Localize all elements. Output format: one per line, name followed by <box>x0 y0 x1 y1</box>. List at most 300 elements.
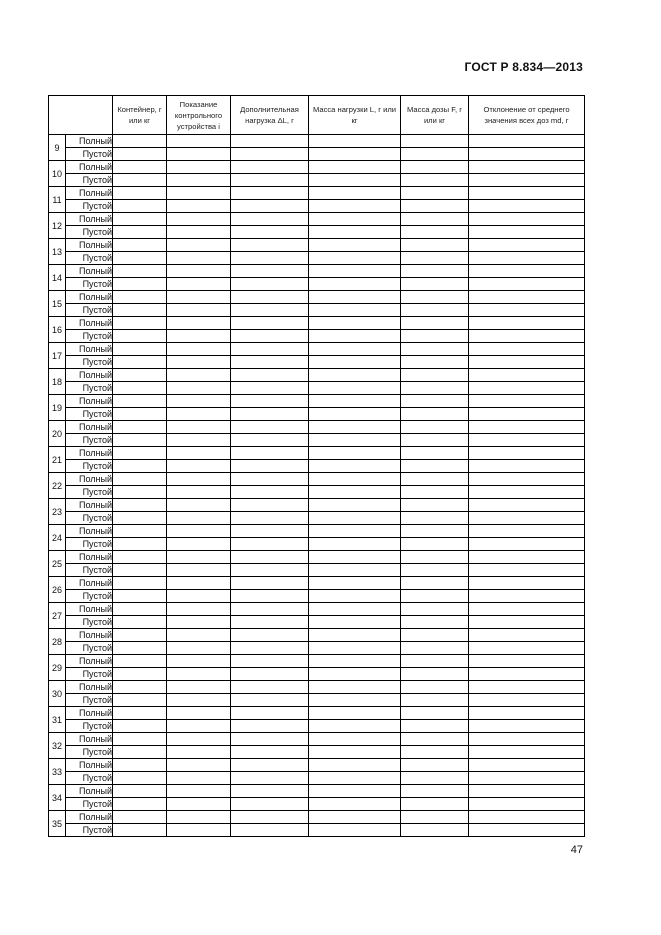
data-cell[interactable] <box>309 252 401 265</box>
data-cell[interactable] <box>167 668 231 681</box>
data-cell[interactable] <box>231 707 309 720</box>
data-cell[interactable] <box>167 603 231 616</box>
data-cell[interactable] <box>309 655 401 668</box>
data-cell[interactable] <box>469 291 585 304</box>
data-cell[interactable] <box>167 590 231 603</box>
data-cell[interactable] <box>309 447 401 460</box>
data-cell[interactable] <box>231 226 309 239</box>
data-cell[interactable] <box>113 629 167 642</box>
data-cell[interactable] <box>309 343 401 356</box>
data-cell[interactable] <box>167 486 231 499</box>
data-cell[interactable] <box>309 200 401 213</box>
data-cell[interactable] <box>167 681 231 694</box>
data-cell[interactable] <box>231 447 309 460</box>
data-cell[interactable] <box>113 317 167 330</box>
data-cell[interactable] <box>401 200 469 213</box>
data-cell[interactable] <box>231 798 309 811</box>
data-cell[interactable] <box>113 759 167 772</box>
data-cell[interactable] <box>309 668 401 681</box>
data-cell[interactable] <box>231 590 309 603</box>
data-cell[interactable] <box>401 486 469 499</box>
data-cell[interactable] <box>231 668 309 681</box>
data-cell[interactable] <box>469 759 585 772</box>
data-cell[interactable] <box>113 512 167 525</box>
data-cell[interactable] <box>469 564 585 577</box>
data-cell[interactable] <box>167 239 231 252</box>
data-cell[interactable] <box>113 148 167 161</box>
data-cell[interactable] <box>309 395 401 408</box>
data-cell[interactable] <box>231 395 309 408</box>
data-cell[interactable] <box>309 226 401 239</box>
data-cell[interactable] <box>401 642 469 655</box>
data-cell[interactable] <box>113 343 167 356</box>
data-cell[interactable] <box>309 811 401 824</box>
data-cell[interactable] <box>469 629 585 642</box>
data-cell[interactable] <box>309 564 401 577</box>
data-cell[interactable] <box>231 655 309 668</box>
data-cell[interactable] <box>401 603 469 616</box>
data-cell[interactable] <box>113 369 167 382</box>
data-cell[interactable] <box>469 408 585 421</box>
data-cell[interactable] <box>309 538 401 551</box>
data-cell[interactable] <box>401 187 469 200</box>
data-cell[interactable] <box>167 187 231 200</box>
data-cell[interactable] <box>113 395 167 408</box>
data-cell[interactable] <box>309 330 401 343</box>
data-cell[interactable] <box>113 746 167 759</box>
data-cell[interactable] <box>113 798 167 811</box>
data-cell[interactable] <box>231 473 309 486</box>
data-cell[interactable] <box>231 642 309 655</box>
data-cell[interactable] <box>167 538 231 551</box>
data-cell[interactable] <box>309 772 401 785</box>
data-cell[interactable] <box>231 187 309 200</box>
data-cell[interactable] <box>309 460 401 473</box>
data-cell[interactable] <box>401 174 469 187</box>
data-cell[interactable] <box>231 239 309 252</box>
data-cell[interactable] <box>469 434 585 447</box>
data-cell[interactable] <box>231 460 309 473</box>
data-cell[interactable] <box>309 798 401 811</box>
data-cell[interactable] <box>231 720 309 733</box>
data-cell[interactable] <box>113 603 167 616</box>
data-cell[interactable] <box>167 395 231 408</box>
data-cell[interactable] <box>113 642 167 655</box>
data-cell[interactable] <box>113 564 167 577</box>
data-cell[interactable] <box>231 694 309 707</box>
data-cell[interactable] <box>309 473 401 486</box>
data-cell[interactable] <box>167 343 231 356</box>
data-cell[interactable] <box>469 135 585 148</box>
data-cell[interactable] <box>231 577 309 590</box>
data-cell[interactable] <box>231 824 309 837</box>
data-cell[interactable] <box>309 434 401 447</box>
data-cell[interactable] <box>309 421 401 434</box>
data-cell[interactable] <box>113 434 167 447</box>
data-cell[interactable] <box>113 200 167 213</box>
data-cell[interactable] <box>113 694 167 707</box>
data-cell[interactable] <box>113 551 167 564</box>
data-cell[interactable] <box>469 330 585 343</box>
data-cell[interactable] <box>231 343 309 356</box>
data-cell[interactable] <box>167 291 231 304</box>
data-cell[interactable] <box>113 655 167 668</box>
data-cell[interactable] <box>401 291 469 304</box>
data-cell[interactable] <box>469 785 585 798</box>
data-cell[interactable] <box>401 226 469 239</box>
data-cell[interactable] <box>113 135 167 148</box>
data-cell[interactable] <box>469 486 585 499</box>
data-cell[interactable] <box>231 499 309 512</box>
data-cell[interactable] <box>113 187 167 200</box>
data-cell[interactable] <box>469 772 585 785</box>
data-cell[interactable] <box>401 720 469 733</box>
data-cell[interactable] <box>231 486 309 499</box>
data-cell[interactable] <box>401 369 469 382</box>
data-cell[interactable] <box>113 616 167 629</box>
data-cell[interactable] <box>401 148 469 161</box>
data-cell[interactable] <box>167 551 231 564</box>
data-cell[interactable] <box>231 629 309 642</box>
data-cell[interactable] <box>401 811 469 824</box>
data-cell[interactable] <box>167 174 231 187</box>
data-cell[interactable] <box>469 707 585 720</box>
data-cell[interactable] <box>167 811 231 824</box>
data-cell[interactable] <box>113 681 167 694</box>
data-cell[interactable] <box>469 538 585 551</box>
data-cell[interactable] <box>401 382 469 395</box>
data-cell[interactable] <box>401 694 469 707</box>
data-cell[interactable] <box>167 564 231 577</box>
data-cell[interactable] <box>309 785 401 798</box>
data-cell[interactable] <box>469 577 585 590</box>
data-cell[interactable] <box>231 330 309 343</box>
data-cell[interactable] <box>469 343 585 356</box>
data-cell[interactable] <box>469 525 585 538</box>
data-cell[interactable] <box>309 746 401 759</box>
data-cell[interactable] <box>113 330 167 343</box>
data-cell[interactable] <box>469 746 585 759</box>
data-cell[interactable] <box>231 200 309 213</box>
data-cell[interactable] <box>231 252 309 265</box>
data-cell[interactable] <box>167 200 231 213</box>
data-cell[interactable] <box>401 564 469 577</box>
data-cell[interactable] <box>113 486 167 499</box>
data-cell[interactable] <box>309 590 401 603</box>
data-cell[interactable] <box>309 148 401 161</box>
data-cell[interactable] <box>401 759 469 772</box>
data-cell[interactable] <box>309 265 401 278</box>
data-cell[interactable] <box>113 707 167 720</box>
data-cell[interactable] <box>113 590 167 603</box>
data-cell[interactable] <box>309 616 401 629</box>
data-cell[interactable] <box>113 785 167 798</box>
data-cell[interactable] <box>231 278 309 291</box>
data-cell[interactable] <box>469 213 585 226</box>
data-cell[interactable] <box>469 603 585 616</box>
data-cell[interactable] <box>113 265 167 278</box>
data-cell[interactable] <box>113 499 167 512</box>
data-cell[interactable] <box>113 447 167 460</box>
data-cell[interactable] <box>167 798 231 811</box>
data-cell[interactable] <box>401 434 469 447</box>
data-cell[interactable] <box>113 174 167 187</box>
data-cell[interactable] <box>401 304 469 317</box>
data-cell[interactable] <box>469 356 585 369</box>
data-cell[interactable] <box>167 746 231 759</box>
data-cell[interactable] <box>469 252 585 265</box>
data-cell[interactable] <box>231 733 309 746</box>
data-cell[interactable] <box>231 811 309 824</box>
data-cell[interactable] <box>401 538 469 551</box>
data-cell[interactable] <box>309 577 401 590</box>
data-cell[interactable] <box>113 421 167 434</box>
data-cell[interactable] <box>167 213 231 226</box>
data-cell[interactable] <box>401 213 469 226</box>
data-cell[interactable] <box>469 824 585 837</box>
data-cell[interactable] <box>167 733 231 746</box>
data-cell[interactable] <box>167 499 231 512</box>
data-cell[interactable] <box>113 733 167 746</box>
data-cell[interactable] <box>309 759 401 772</box>
data-cell[interactable] <box>401 733 469 746</box>
data-cell[interactable] <box>309 512 401 525</box>
data-cell[interactable] <box>401 512 469 525</box>
data-cell[interactable] <box>401 239 469 252</box>
data-cell[interactable] <box>469 681 585 694</box>
data-cell[interactable] <box>309 161 401 174</box>
data-cell[interactable] <box>469 161 585 174</box>
data-cell[interactable] <box>113 824 167 837</box>
data-cell[interactable] <box>113 408 167 421</box>
data-cell[interactable] <box>469 733 585 746</box>
data-cell[interactable] <box>231 746 309 759</box>
data-cell[interactable] <box>167 616 231 629</box>
data-cell[interactable] <box>113 304 167 317</box>
data-cell[interactable] <box>231 681 309 694</box>
data-cell[interactable] <box>167 759 231 772</box>
data-cell[interactable] <box>309 824 401 837</box>
data-cell[interactable] <box>231 525 309 538</box>
data-cell[interactable] <box>231 356 309 369</box>
data-cell[interactable] <box>113 772 167 785</box>
data-cell[interactable] <box>167 226 231 239</box>
data-cell[interactable] <box>309 239 401 252</box>
data-cell[interactable] <box>231 564 309 577</box>
data-cell[interactable] <box>401 317 469 330</box>
data-cell[interactable] <box>113 525 167 538</box>
data-cell[interactable] <box>469 174 585 187</box>
data-cell[interactable] <box>167 447 231 460</box>
data-cell[interactable] <box>167 629 231 642</box>
data-cell[interactable] <box>231 304 309 317</box>
data-cell[interactable] <box>167 304 231 317</box>
data-cell[interactable] <box>113 460 167 473</box>
data-cell[interactable] <box>167 772 231 785</box>
data-cell[interactable] <box>309 486 401 499</box>
data-cell[interactable] <box>231 161 309 174</box>
data-cell[interactable] <box>309 187 401 200</box>
data-cell[interactable] <box>167 421 231 434</box>
data-cell[interactable] <box>231 135 309 148</box>
data-cell[interactable] <box>113 720 167 733</box>
data-cell[interactable] <box>469 473 585 486</box>
data-cell[interactable] <box>309 304 401 317</box>
data-cell[interactable] <box>469 551 585 564</box>
data-cell[interactable] <box>401 772 469 785</box>
data-cell[interactable] <box>309 629 401 642</box>
data-cell[interactable] <box>401 551 469 564</box>
data-cell[interactable] <box>231 759 309 772</box>
data-cell[interactable] <box>309 733 401 746</box>
data-cell[interactable] <box>113 473 167 486</box>
data-cell[interactable] <box>469 304 585 317</box>
data-cell[interactable] <box>401 265 469 278</box>
data-cell[interactable] <box>113 213 167 226</box>
data-cell[interactable] <box>401 824 469 837</box>
data-cell[interactable] <box>401 356 469 369</box>
data-cell[interactable] <box>167 473 231 486</box>
data-cell[interactable] <box>309 499 401 512</box>
data-cell[interactable] <box>231 369 309 382</box>
data-cell[interactable] <box>309 681 401 694</box>
data-cell[interactable] <box>401 668 469 681</box>
data-cell[interactable] <box>167 330 231 343</box>
data-cell[interactable] <box>469 421 585 434</box>
data-cell[interactable] <box>309 317 401 330</box>
data-cell[interactable] <box>167 824 231 837</box>
data-cell[interactable] <box>231 213 309 226</box>
data-cell[interactable] <box>309 369 401 382</box>
data-cell[interactable] <box>113 252 167 265</box>
data-cell[interactable] <box>167 369 231 382</box>
data-cell[interactable] <box>469 226 585 239</box>
data-cell[interactable] <box>401 590 469 603</box>
data-cell[interactable] <box>231 408 309 421</box>
data-cell[interactable] <box>113 291 167 304</box>
data-cell[interactable] <box>167 135 231 148</box>
data-cell[interactable] <box>231 785 309 798</box>
data-cell[interactable] <box>401 395 469 408</box>
data-cell[interactable] <box>469 811 585 824</box>
data-cell[interactable] <box>309 278 401 291</box>
data-cell[interactable] <box>167 317 231 330</box>
data-cell[interactable] <box>113 538 167 551</box>
data-cell[interactable] <box>401 330 469 343</box>
data-cell[interactable] <box>401 278 469 291</box>
data-cell[interactable] <box>469 655 585 668</box>
data-cell[interactable] <box>469 187 585 200</box>
data-cell[interactable] <box>401 655 469 668</box>
data-cell[interactable] <box>167 785 231 798</box>
data-cell[interactable] <box>167 655 231 668</box>
data-cell[interactable] <box>309 720 401 733</box>
data-cell[interactable] <box>113 161 167 174</box>
data-cell[interactable] <box>113 382 167 395</box>
data-cell[interactable] <box>401 460 469 473</box>
data-cell[interactable] <box>167 460 231 473</box>
data-cell[interactable] <box>231 148 309 161</box>
data-cell[interactable] <box>113 278 167 291</box>
data-cell[interactable] <box>469 278 585 291</box>
data-cell[interactable] <box>401 707 469 720</box>
data-cell[interactable] <box>401 408 469 421</box>
data-cell[interactable] <box>113 811 167 824</box>
data-cell[interactable] <box>167 434 231 447</box>
data-cell[interactable] <box>309 408 401 421</box>
data-cell[interactable] <box>309 707 401 720</box>
data-cell[interactable] <box>231 551 309 564</box>
data-cell[interactable] <box>231 421 309 434</box>
data-cell[interactable] <box>231 538 309 551</box>
data-cell[interactable] <box>469 798 585 811</box>
data-cell[interactable] <box>167 382 231 395</box>
data-cell[interactable] <box>231 291 309 304</box>
data-cell[interactable] <box>469 265 585 278</box>
data-cell[interactable] <box>401 746 469 759</box>
data-cell[interactable] <box>231 772 309 785</box>
data-cell[interactable] <box>469 642 585 655</box>
data-cell[interactable] <box>309 642 401 655</box>
data-cell[interactable] <box>167 265 231 278</box>
data-cell[interactable] <box>469 382 585 395</box>
data-cell[interactable] <box>401 252 469 265</box>
data-cell[interactable] <box>469 200 585 213</box>
data-cell[interactable] <box>401 421 469 434</box>
data-cell[interactable] <box>167 148 231 161</box>
data-cell[interactable] <box>231 174 309 187</box>
data-cell[interactable] <box>309 174 401 187</box>
data-cell[interactable] <box>401 161 469 174</box>
data-cell[interactable] <box>113 577 167 590</box>
data-cell[interactable] <box>231 382 309 395</box>
data-cell[interactable] <box>113 668 167 681</box>
data-cell[interactable] <box>469 460 585 473</box>
data-cell[interactable] <box>113 356 167 369</box>
data-cell[interactable] <box>401 135 469 148</box>
data-cell[interactable] <box>401 785 469 798</box>
data-cell[interactable] <box>469 694 585 707</box>
data-cell[interactable] <box>469 148 585 161</box>
data-cell[interactable] <box>469 720 585 733</box>
data-cell[interactable] <box>167 278 231 291</box>
data-cell[interactable] <box>167 577 231 590</box>
data-cell[interactable] <box>469 616 585 629</box>
data-cell[interactable] <box>401 473 469 486</box>
data-cell[interactable] <box>113 239 167 252</box>
data-cell[interactable] <box>231 265 309 278</box>
data-cell[interactable] <box>469 395 585 408</box>
data-cell[interactable] <box>231 317 309 330</box>
data-cell[interactable] <box>167 694 231 707</box>
data-cell[interactable] <box>401 798 469 811</box>
data-cell[interactable] <box>469 369 585 382</box>
data-cell[interactable] <box>469 590 585 603</box>
data-cell[interactable] <box>401 447 469 460</box>
data-cell[interactable] <box>167 720 231 733</box>
data-cell[interactable] <box>167 356 231 369</box>
data-cell[interactable] <box>231 512 309 525</box>
data-cell[interactable] <box>309 135 401 148</box>
data-cell[interactable] <box>231 603 309 616</box>
data-cell[interactable] <box>309 525 401 538</box>
data-cell[interactable] <box>401 343 469 356</box>
data-cell[interactable] <box>469 317 585 330</box>
data-cell[interactable] <box>309 356 401 369</box>
data-cell[interactable] <box>167 252 231 265</box>
data-cell[interactable] <box>469 512 585 525</box>
data-cell[interactable] <box>309 551 401 564</box>
